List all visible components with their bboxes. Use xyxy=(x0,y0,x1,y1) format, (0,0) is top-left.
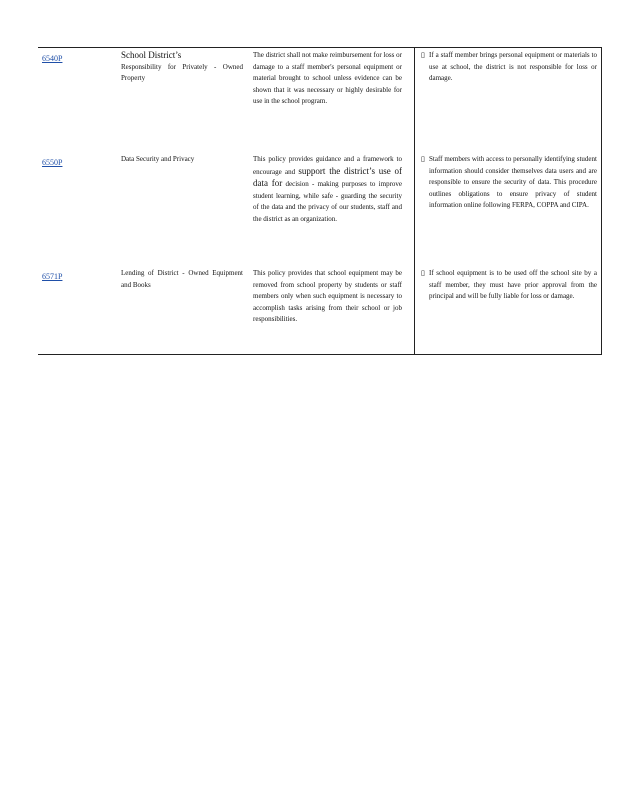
policy-table xyxy=(38,47,602,355)
policy-title: Data Security and Privacy xyxy=(121,155,195,163)
policy-code-cell xyxy=(38,266,121,355)
policy-description-cell xyxy=(249,266,415,355)
policy-title-cell xyxy=(121,48,249,153)
policy-note-cell xyxy=(415,152,602,266)
policy-code-link[interactable]: 6550P xyxy=(42,158,63,167)
policy-note: If a staff member brings personal equipment or materials to use at school, the district is not responsible for loss or damage. xyxy=(429,51,597,83)
policy-description-cell xyxy=(249,48,415,153)
policy-description: This policy provides that school equipment may be removed from school property by students or staff members only when such equipment is necessary to accomplish tasks arising from their school or job responsibilities. xyxy=(253,269,402,324)
policy-code-cell xyxy=(38,152,121,266)
policy-code-link[interactable]: 6571P xyxy=(42,272,63,281)
policy-note: Staff members with access to personally identifying student information should consider themselves data users and are responsible to ensure the security of data. This procedure outlines obligations to ensure privacy of student information online following FERPA, COPPA and CIPA. xyxy=(429,155,597,210)
policy-note: If school equipment is to be used off the school site by a staff member, they must have prior approval from the principal and will be fully liable for loss or damage. xyxy=(429,269,597,301)
policy-title-cell xyxy=(121,266,249,355)
table-row xyxy=(38,48,602,153)
bullet-box-icon: ▯ xyxy=(421,155,425,163)
policy-title: Lending of District - Owned Equipment and Books xyxy=(121,269,243,289)
table-row xyxy=(38,266,602,355)
policy-title-cell xyxy=(121,152,249,266)
policy-description: The district shall not make reimbursement for loss or damage to a staff member's personal equipment or material brought to school unless evidence can be shown that it was necessary or highly desirable for use in the school program. xyxy=(253,51,402,106)
policy-description: This policy provides guidance and a framework to encourage and support the district’s use of data for decision - making purposes to improve student learning, while safe - guarding the security of the data and the privacy of our students, staff and the district as an organization. xyxy=(253,155,403,223)
policy-note-cell xyxy=(415,266,602,355)
policy-code-link[interactable]: 6540P xyxy=(42,54,63,63)
policy-code-cell xyxy=(38,48,121,153)
policy-title: School District’s xyxy=(121,50,182,60)
policy-note-cell xyxy=(415,48,602,153)
bullet-box-icon: ▯ xyxy=(421,51,425,59)
table-row xyxy=(38,152,602,266)
policy-description-cell xyxy=(249,152,415,266)
bullet-box-icon: ▯ xyxy=(421,269,425,277)
policy-subtitle: Responsibility for Privately - Owned Property xyxy=(121,62,243,83)
